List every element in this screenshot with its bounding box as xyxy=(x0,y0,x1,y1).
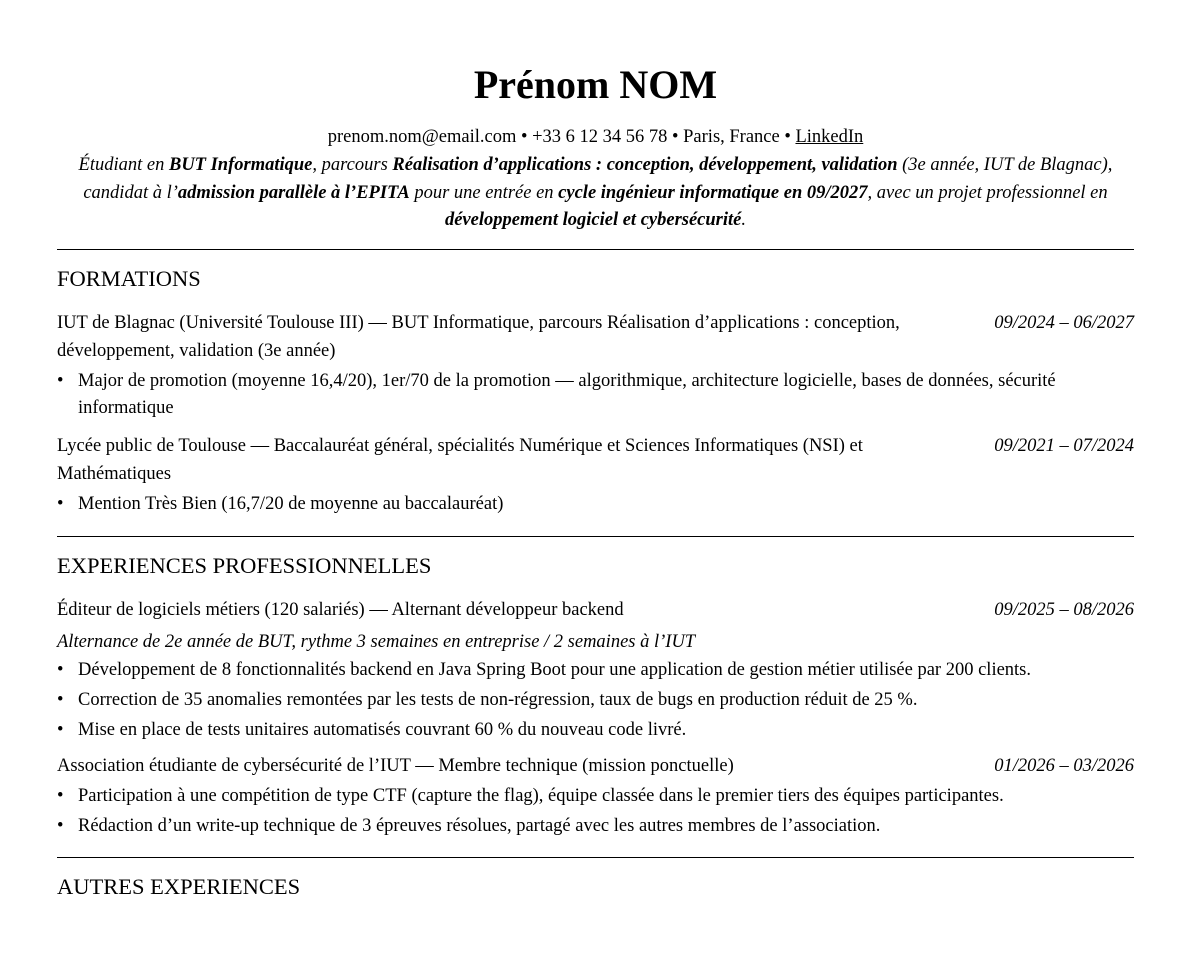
bullet-item xyxy=(57,783,1134,810)
bullet-glyph: • xyxy=(57,815,64,836)
bullet-item xyxy=(57,368,1134,422)
entry-header xyxy=(57,309,1134,365)
entry-dates: 09/2021 – 07/2024 xyxy=(994,435,1134,456)
bullet-glyph: • xyxy=(57,659,64,680)
entry-title: Association étudiante de cybersécurité de l’IUT — Membre technique (mission ponctuelle) xyxy=(57,755,734,776)
entry-bullets xyxy=(57,491,1134,518)
entry-dates: 09/2024 – 06/2027 xyxy=(994,312,1134,333)
bullet-text: Major de promotion (moyenne 16,4/20), 1er/70 de la promotion — algorithmique, architecture logicielle, bases de données, sécurité informatique xyxy=(78,370,1056,418)
bullet-glyph: • xyxy=(57,719,64,740)
entry-bullets xyxy=(57,368,1134,422)
bullet-item xyxy=(57,657,1134,684)
entry-bullets xyxy=(57,783,1134,840)
contact-separator: • xyxy=(779,127,796,147)
formations-section xyxy=(57,265,1134,518)
bullet-glyph: • xyxy=(57,785,64,806)
section-divider xyxy=(57,249,1134,250)
experience-entry xyxy=(57,752,1134,840)
contact-email: prenom.nom@email.com xyxy=(327,127,517,147)
summary-text: , parcours xyxy=(312,155,393,175)
contact-separator: • xyxy=(516,127,533,147)
bullet-text: Correction de 35 anomalies remontées par les tests de non-régression, taux de bugs en production réduit de 25 %. xyxy=(78,689,918,710)
entry-header xyxy=(57,432,1134,488)
entry-bullets xyxy=(57,657,1134,744)
resume-page xyxy=(57,0,1134,917)
bullet-text: Mention Très Bien (16,7/20 de moyenne au baccalauréat) xyxy=(78,493,504,514)
summary-highlight: BUT Informatique xyxy=(168,155,313,175)
summary-text: . xyxy=(741,210,747,230)
entry-title: Lycée public de Toulouse — Baccalauréat général, spécialités Numérique et Sciences Informatiques (NSI) et Mathématiques xyxy=(57,435,863,484)
candidate-name: Prénom NOM xyxy=(473,62,718,107)
section-divider xyxy=(57,857,1134,858)
summary-text: (3e année, IUT de Blagnac), candidat à l’ xyxy=(83,155,1113,203)
summary-highlight: Réalisation d’applications : conception, développement, validation xyxy=(392,155,898,175)
bullet-glyph: • xyxy=(57,493,64,514)
contact-location: Paris, France xyxy=(683,127,780,147)
entry-title: Éditeur de logiciels métiers (120 salariés) — Alternant développeur backend xyxy=(57,599,624,620)
experiences-section xyxy=(57,552,1134,840)
contact-line xyxy=(57,125,1134,149)
summary-text: , avec un projet professionnel en xyxy=(867,182,1108,203)
bullet-item xyxy=(57,717,1134,744)
summary-highlight: admission parallèle à l’EPITA xyxy=(177,182,410,203)
section-title-experiences: EXPERIENCES PROFESSIONNELLES xyxy=(57,552,432,578)
entry-dates: 09/2025 – 08/2026 xyxy=(994,599,1134,620)
autres-section xyxy=(57,873,1134,901)
bullet-text: Développement de 8 fonctionnalités backend en Java Spring Boot pour une application de gestion métier utilisée par 200 clients. xyxy=(78,659,1032,680)
bullet-item xyxy=(57,687,1134,714)
formation-entry xyxy=(57,432,1134,518)
section-divider xyxy=(57,536,1134,537)
section-title-autres: AUTRES EXPERIENCES xyxy=(57,873,301,899)
bullet-text: Participation à une compétition de type CTF (capture the flag), équipe classée dans le premier tiers des équipes participantes. xyxy=(78,785,1004,806)
bullet-glyph: • xyxy=(57,689,64,710)
entry-subtitle: Alternance de 2e année de BUT, rythme 3 semaines en entreprise / 2 semaines à l’IUT xyxy=(57,631,696,652)
entry-header xyxy=(57,596,1134,624)
entry-header xyxy=(57,752,1134,780)
linkedin-link[interactable]: LinkedIn xyxy=(795,127,864,147)
formation-entry xyxy=(57,309,1134,422)
experience-entry xyxy=(57,596,1134,744)
summary-highlight: cycle ingénieur informatique en 09/2027 xyxy=(558,182,868,203)
bullet-text: Mise en place de tests unitaires automatisés couvrant 60 % du nouveau code livré. xyxy=(78,719,687,740)
summary-text: Étudiant en xyxy=(78,155,169,175)
bullet-item xyxy=(57,491,1134,518)
contact-separator: • xyxy=(667,127,684,147)
section-title-formations: FORMATIONS xyxy=(57,265,201,291)
bullet-item xyxy=(57,813,1134,840)
contact-phone: +33 6 12 34 56 78 xyxy=(532,127,668,147)
summary-text: pour une entrée en xyxy=(409,182,559,203)
bullet-glyph: • xyxy=(57,370,64,391)
summary-highlight: développement logiciel et cybersécurité xyxy=(444,210,742,230)
entry-dates: 01/2026 – 03/2026 xyxy=(994,755,1134,776)
entry-title: IUT de Blagnac (Université Toulouse III) — BUT Informatique, parcours Réalisation d’applications : conception, développement, validation (3e année) xyxy=(57,312,900,361)
bullet-text: Rédaction d’un write-up technique de 3 épreuves résolues, partagé avec les autres membres de l’association. xyxy=(78,815,881,836)
profile-summary xyxy=(57,152,1134,235)
